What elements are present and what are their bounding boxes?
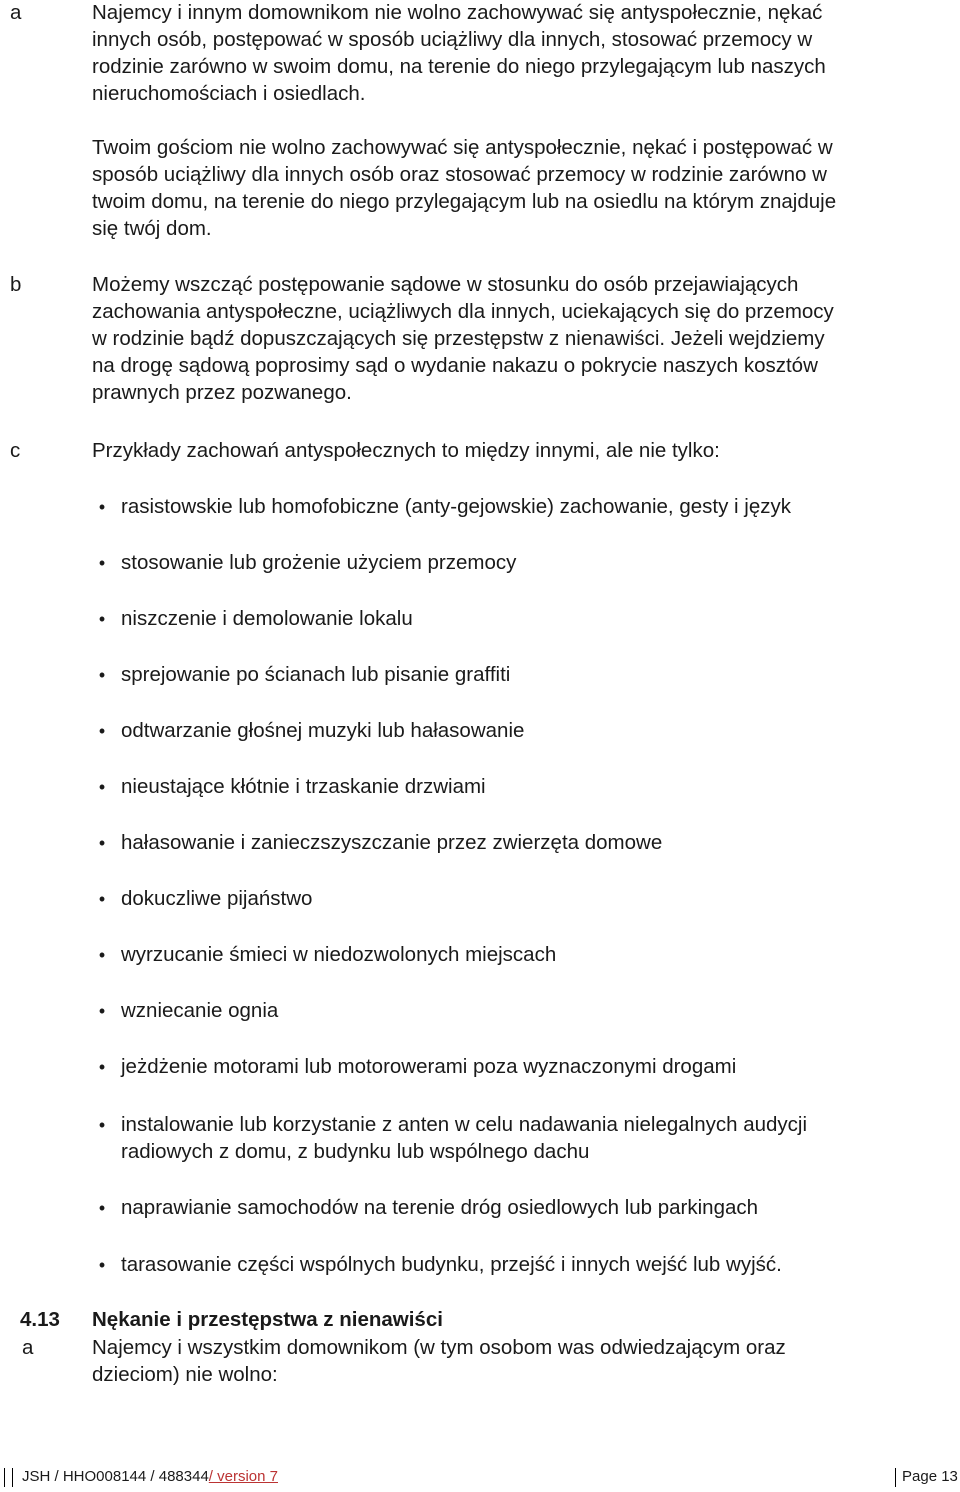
bullet-icon: • — [98, 1255, 106, 1275]
paragraph-guests-line: sposób uciążliwy dla innych osób oraz stosować przemocy w rodzinie zarówno w — [92, 163, 827, 186]
section-title: Nękanie i przestępstwa z nienawiści — [92, 1308, 443, 1331]
list-item: dokuczliwe pijaństwo — [121, 887, 313, 910]
bullet-icon: • — [98, 1115, 106, 1135]
footer-divider — [12, 1468, 13, 1487]
list-item: stosowanie lub grożenie użyciem przemocy — [121, 551, 517, 574]
paragraph-a-line: nieruchomościach i osiedlach. — [92, 82, 366, 105]
bullet-icon: • — [98, 833, 106, 853]
paragraph-a-line: Najemcy i innym domownikom nie wolno zachowywać się antyspołecznie, nękać — [92, 1, 823, 24]
bullet-icon: • — [98, 889, 106, 909]
list-item: sprejowanie po ścianach lub pisanie graffiti — [121, 663, 511, 686]
list-marker-c: c — [10, 439, 21, 462]
paragraph-guests-line: Twoim gościom nie wolno zachowywać się antyspołecznie, nękać i postępować w — [92, 136, 833, 159]
list-marker-a: a — [10, 1, 22, 24]
paragraph-guests-line: twoim domu, na terenie do niego przylegającym lub na osiedlu na którym znajduje — [92, 190, 837, 213]
paragraph-a-line: rodzinie zarówno w swoim domu, na terenie do niego przylegającym lub naszych — [92, 55, 826, 78]
paragraph-b-line: na drogę sądową poprosimy sąd o wydanie nakazu o pokrycie naszych kosztów — [92, 354, 818, 377]
list-item: wyrzucanie śmieci w niedozwolonych miejscach — [121, 943, 557, 966]
paragraph-b-line: zachowania antyspołeczne, uciążliwych dla innych, uciekających się do przemocy — [92, 300, 834, 323]
paragraph-a-line: innych osób, postępować w sposób uciążliwy dla innych, stosować przemocy w — [92, 28, 813, 51]
paragraph-b-line: Możemy wszcząć postępowanie sądowe w stosunku do osób przejawiających — [92, 273, 799, 296]
bullet-icon: • — [98, 945, 106, 965]
footer-version: / version 7 — [208, 1468, 278, 1485]
footer-reference — [22, 1466, 278, 1488]
list-item: hałasowanie i zanieczszyszczanie przez zwierzęta domowe — [121, 831, 663, 854]
list-item: rasistowskie lub homofobiczne (anty-gejowskie) zachowanie, gesty i język — [121, 495, 791, 518]
footer-doc-ref: JSH / HHO008144 / 488344 — [22, 1468, 209, 1485]
list-item: tarasowanie części wspólnych budynku, przejść i innych wejść lub wyjść. — [121, 1253, 782, 1276]
list-item-continuation: radiowych z domu, z budynku lub wspólnego dachu — [121, 1140, 590, 1163]
list-item: wzniecanie ognia — [121, 999, 279, 1022]
list-item: odtwarzanie głośnej muzyki lub hałasowanie — [121, 719, 525, 742]
bullet-icon: • — [98, 553, 106, 573]
paragraph-c-intro: Przykłady zachowań antyspołecznych to między innymi, ale nie tylko: — [92, 439, 720, 462]
paragraph-a3-line: dzieciom) nie wolno: — [92, 1363, 278, 1386]
list-marker-a: a — [22, 1336, 34, 1359]
paragraph-b-line: w rodzinie bądź dopuszczających się przestępstw z nienawiści. Jeżeli wejdziemy — [92, 327, 825, 350]
page-footer — [0, 1466, 960, 1490]
list-item: jeżdżenie motorami lub motorowerami poza wyznaczonymi drogami — [121, 1055, 737, 1078]
bullet-icon: • — [98, 1001, 106, 1021]
bullet-icon: • — [98, 665, 106, 685]
list-item: niszczenie i demolowanie lokalu — [121, 607, 413, 630]
bullet-icon: • — [98, 609, 106, 629]
bullet-icon: • — [98, 721, 106, 741]
bullet-icon: • — [98, 497, 106, 517]
paragraph-guests-line: się twój dom. — [92, 217, 212, 240]
bullet-icon: • — [98, 1057, 106, 1077]
footer-page-number: Page 13 — [902, 1468, 958, 1485]
list-marker-b: b — [10, 273, 22, 296]
section-number: 4.13 — [20, 1308, 60, 1331]
bullet-icon: • — [98, 777, 106, 797]
paragraph-a3-line: Najemcy i wszystkim domownikom (w tym osobom was odwiedzającym oraz — [92, 1336, 786, 1359]
list-item: nieustające kłótnie i trzaskanie drzwiami — [121, 775, 486, 798]
bullet-icon: • — [98, 1198, 106, 1218]
footer-divider — [895, 1468, 896, 1487]
list-item: naprawianie samochodów na terenie dróg osiedlowych lub parkingach — [121, 1196, 759, 1219]
paragraph-b-line: prawnych przez pozwanego. — [92, 381, 352, 404]
footer-divider — [4, 1468, 5, 1487]
list-item: instalowanie lub korzystanie z anten w celu nadawania nielegalnych audycji — [121, 1113, 808, 1136]
